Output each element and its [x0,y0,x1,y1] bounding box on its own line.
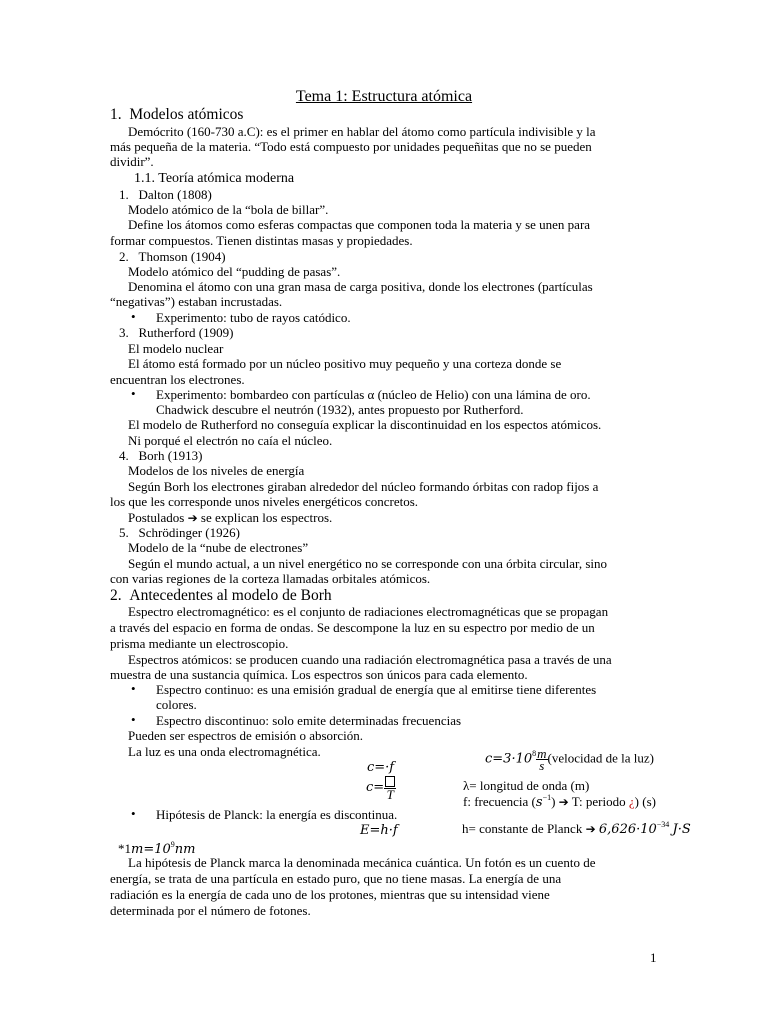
rutherford-bullet: Experimento: bombardeo con partículas α (núcleo de Helio) con una lámina de oro. [156,387,591,402]
rutherford-line: El modelo nuclear [128,341,224,356]
espectros-at-line: muestra de una sustancia química. Los espectros son únicos para cada elemento. [110,667,528,682]
borh-heading: 4. Borh (1913) [119,448,203,463]
nm-pre: *1 [118,841,131,856]
thomson-line: “negativas”) estaban incrustadas. [110,294,283,309]
dalton-heading: 1. Dalton (1808) [119,187,212,202]
espectro-em-line: prisma mediante un electroscopio. [110,636,289,651]
rutherford-line: El átomo está formado por un núcleo positivo muy pequeño y una corteza donde se [128,356,562,371]
espectro-em-line: a través del espacio en forma de ondas. Se descompone la luz en su espectro por medio de un [110,620,595,635]
eq-cT-left: c= [366,779,385,795]
schrodinger-line: con varias regiones de la corteza llamadas orbitales atómicos. [110,571,431,586]
dalton-line: Define los átomos como esferas compactas que componen toda la materia y se unen para [128,217,591,232]
eq-c-value: c=3·10 [485,751,533,767]
luz-line: La luz es una onda electromagnética. [128,744,321,759]
thomson-line: Denomina el átomo con una gran masa de carga positiva, donde los electrones (partículas [128,279,593,294]
planck-bullet: Hipótesis de Planck: la energía es discontinua. [156,807,398,822]
thomson-heading: 2. Thomson (1904) [119,249,226,264]
rutherford-heading: 3. Rutherford (1909) [119,325,234,340]
nm-exp: 9 [170,840,175,849]
borh-line: Según Borh los electrones giraban alrededor del núcleo formando órbitas con radop fijos a [128,479,599,494]
page-title: Tema 1: Estructura atómica [295,88,473,105]
freq-def-q: ¿ [628,794,635,809]
h-unit: J·S [672,822,691,837]
final-paragraph-line: radiación es la energía de cada uno de los protones, mientras que su intensidad viene [110,887,550,902]
eq-c-unit-den: s [539,758,545,773]
final-paragraph-line: determinada por el número de fotones. [110,903,311,918]
eq-c-exponent: 8 [532,749,537,759]
dalton-line: formar compuestos. Tienen distintas masas y propiedades. [110,233,413,248]
eq-cT-den: T [386,787,394,802]
final-paragraph-line: energía, se trata de una partícula en estado puro, que no tiene masas. La energía de una [110,871,562,886]
page-number: 1 [650,950,657,965]
arrow-right-icon: ➔ [585,822,596,836]
rutherford-after: Ni porqué el electrón no caía el núcleo. [128,433,333,448]
bullet-icon: • [131,681,136,696]
bullet-discontinuo: Espectro discontinuo: solo emite determinadas frecuencias [156,713,462,728]
section-1-1-heading: 1.1. Teoría atómica moderna [134,171,295,186]
freq-def-c: T: periodo [568,794,629,809]
section-2-heading: 2. Antecedentes al modelo de Borh [110,587,332,604]
freq-unit: s [535,795,543,810]
h-exponent: −34 [656,820,670,829]
pueden-line: Pueden ser espectros de emisión o absorción. [128,728,364,743]
thomson-line: Modelo atómico del “pudding de pasas”. [128,264,341,279]
final-paragraph-line: La hipótesis de Planck marca la denominada mecánica cuántica. Un fotón es un cuento de [128,855,596,870]
borh-line: Modelos de los niveles de energía [128,463,305,478]
dalton-line: Modelo atómico de la “bola de billar”. [128,202,329,217]
schrodinger-line: Según el mundo actual, a un nivel energético no se corresponde con una órbita circular, sino [128,556,608,571]
h-value: 6,626·10 [598,822,657,837]
arrow-right-icon: ➔ [558,795,569,809]
bullet-icon: • [131,712,136,727]
freq-def-b: ) [551,794,556,809]
arrow-right-icon: ➔ [187,511,198,525]
espectro-em-line: Espectro electromagnético: es el conjunto de radiaciones electromagnéticas que se propagan [128,604,609,619]
eq-speed-of-light [485,748,654,771]
eq-c-f: c=·f [367,760,395,775]
section-1-heading: 1. Modelos atómicos [110,106,244,123]
borh-line: los que les corresponde unos niveles energéticos concretos. [110,494,419,509]
thomson-bullet: Experimento: tubo de rayos catódico. [156,310,351,325]
nm-unit: nm [174,842,196,857]
rutherford-after: El modelo de Rutherford no conseguía explicar la discontinuidad en los espectos atómicos. [128,417,602,432]
eq-E-hf: E=h·f [360,823,398,838]
rutherford-bullet: Chadwick descubre el neutrón (1932), antes propuesto por Rutherford. [156,402,524,417]
eq-c-unit-num: m [537,746,547,761]
eq-c-T [366,776,396,800]
democrito-line: Demócrito (160-730 a.C): es el primer en hablar del átomo como partícula indivisible y la [128,124,596,139]
freq-def-d: ) (s) [634,794,656,809]
bullet-continuo: Espectro continuo: es una emisión gradual de energía que al emitirse tiene diferentes [156,682,597,697]
eq-c-note: (velocidad de la luz) [547,750,654,766]
rutherford-line: encuentran los electrones. [110,372,245,387]
democrito-line: más pequeña de la materia. “Todo está compuesto por unidades pequeñitas que no se pueden [110,139,592,154]
schrodinger-heading: 5. Schrödinger (1926) [119,525,240,540]
freq-unit-exp: −1 [542,793,552,802]
lambda-definition: λ= longitud de onda (m) [463,778,590,793]
nm-m: m=10 [131,842,171,857]
bullet-icon: • [131,806,136,821]
freq-def-a: f: frecuencia ( [463,794,536,809]
postulados-line [128,510,332,526]
espectros-at-line: Espectros atómicos: se producen cuando una radiación electromagnética pasa a través de una [128,652,612,667]
bullet-continuo: colores. [156,697,197,712]
democrito-line: dividir”. [110,154,154,169]
frequency-definition [463,794,656,811]
postulados-rest: se explican los espectros. [197,510,333,525]
bullet-icon: • [131,309,136,324]
postulados-label: Postulados [128,510,185,525]
schrodinger-line: Modelo de la “nube de electrones” [128,540,309,555]
bullet-icon: • [131,386,136,401]
h-def: h= constante de Planck [462,821,583,836]
planck-constant-definition [462,821,691,838]
